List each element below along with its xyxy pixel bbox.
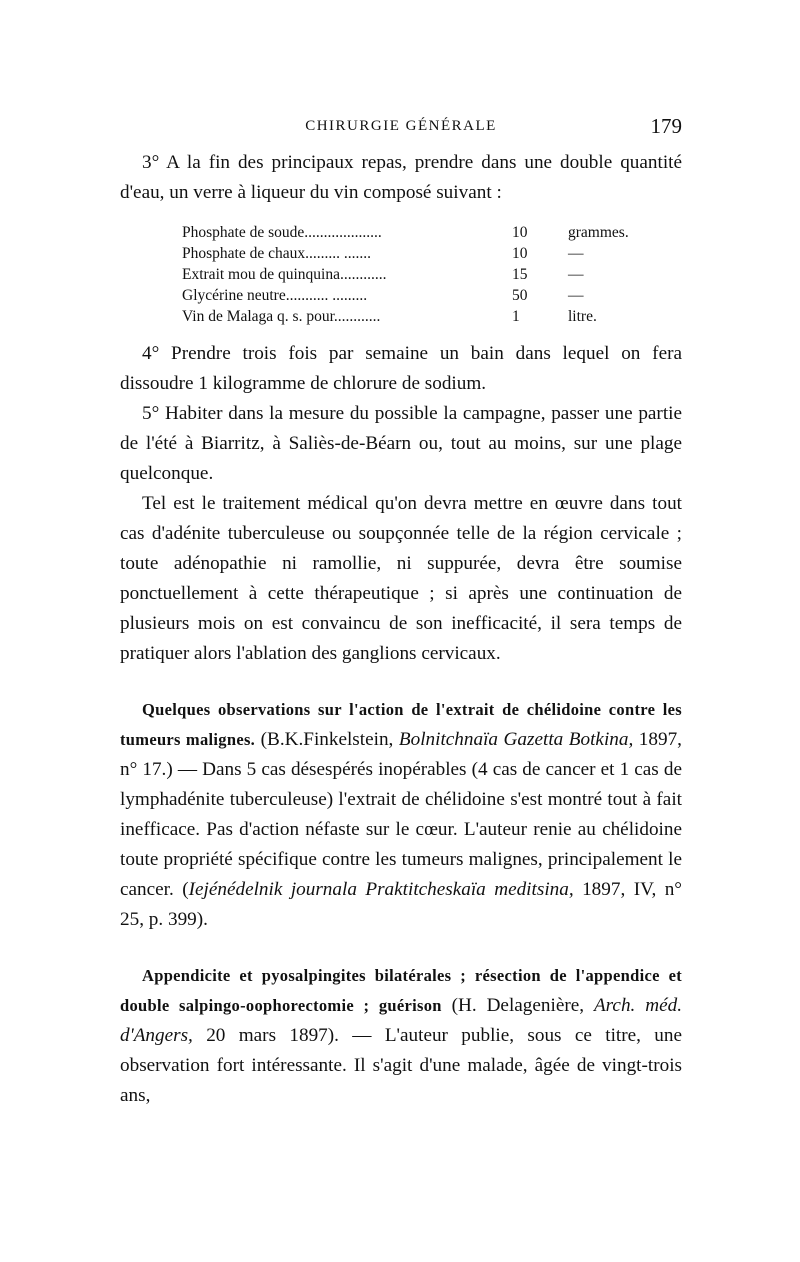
paragraph-6: Tel est le traitement médical qu'on devra mettre en œuvre dans tout cas d'adénite tuberculeuse ou soupçonnée telle de la région cervicale ; toute adénopathie ni ramollie, ni suppurée, devra être soumise ponctuellement à cette thérapeutique ; si après une continuation de plusieurs mois on est convaincu de son inefficacité, il sera temps de pratiquer alors l'ablation des ganglions cervicaux. [120, 493, 682, 664]
section-title: Quelques observations sur l'action de l'extrait de chélidoine contre les tumeurs malignes. [120, 700, 682, 749]
leader-dots: ............ [333, 308, 381, 325]
leader-dots: .................... [304, 224, 382, 241]
ingredient-name: Phosphate de chaux [182, 245, 306, 262]
section-title: Appendicite et pyosalpingites bilatérales ; résection de l'appendice et double salpingo-oophorectomie ; guérison [120, 966, 682, 1015]
ingredient-unit: — [568, 266, 584, 283]
journal-title: Bolnitchnaïa Gazetta Botkina, [398, 729, 634, 750]
section-chelidoine [120, 695, 682, 935]
ingredient-name: Phosphate de soude [182, 224, 305, 241]
section-body: — Dans 5 cas désespérés inopérables (4 cas de cancer et 1 cas de lymphadénite tuberculeuse) l'extrait de chélidoine s'est montré tout à fait inefficace. Pas d'action néfaste sur le cœur. L'auteur renie au chélidoine toute propriété spécifique contre les tumeurs malignes, principalement le cancer. ( [120, 759, 682, 900]
recipe-row [182, 264, 629, 285]
recipe-row [182, 222, 629, 243]
recipe-row [182, 285, 629, 306]
ingredient-name: Extrait mou de quinquina [182, 266, 340, 283]
section-body: 20 mars 1897). — L'auteur publie, sous ce titre, une observation fort intéressante. Il s'agit d'une malade, âgée de vingt-trois ans, [120, 1025, 682, 1106]
page-number: 179 [650, 114, 682, 138]
ingredient-name: Glycérine neutre [182, 287, 286, 304]
ingredient-unit: grammes. [568, 224, 629, 241]
journal-title-2: Iejénédelnik journala Praktitcheskaïa meditsina, [188, 879, 574, 900]
recipe-row [182, 306, 629, 327]
ingredient-qty: 10 [512, 245, 528, 262]
ingredient-unit: — [568, 245, 584, 262]
paragraph-5: 5° Habiter dans la mesure du possible la campagne, passer une partie de l'été à Biarritz, à Saliès-de-Béarn ou, tout au moins, sur une plage quelconque. [120, 403, 682, 484]
section-end: 1897, IV, n° 25, p. 399). [120, 879, 682, 930]
section-reference: (B.K.Finkelstein, [255, 729, 399, 750]
page-body [120, 148, 682, 1111]
ingredient-unit: — [568, 287, 584, 304]
ingredient-qty: 50 [512, 287, 528, 304]
paragraph-4: 4° Prendre trois fois par semaine un bain dans lequel on fera dissoudre 1 kilogramme de chlorure de sodium. [120, 343, 682, 394]
journal-title: Arch. méd. d'Angers, [120, 995, 682, 1046]
ingredient-qty: 10 [512, 224, 528, 241]
section-reference-close: 1897, n° 17.) [120, 729, 682, 780]
recipe-row [182, 243, 629, 264]
leader-dots: ......... ....... [305, 245, 371, 262]
recipe-table [182, 222, 629, 327]
section-reference: (H. Delagenière, [441, 995, 594, 1016]
ingredient-qty: 15 [512, 266, 528, 283]
page-header [120, 116, 682, 142]
ingredient-unit: litre. [568, 308, 597, 325]
ingredient-name: Vin de Malaga q. s. pour [182, 308, 334, 325]
leader-dots: ............ [339, 266, 387, 283]
ingredient-qty: 1 [512, 308, 520, 325]
section-appendicite [120, 961, 682, 1111]
leader-dots: ........... ......... [285, 287, 368, 304]
running-head: CHIRURGIE GÉNÉRALE [305, 118, 497, 134]
paragraph-3: 3° A la fin des principaux repas, prendre dans une double quantité d'eau, un verre à liqueur du vin composé suivant : [120, 152, 682, 203]
